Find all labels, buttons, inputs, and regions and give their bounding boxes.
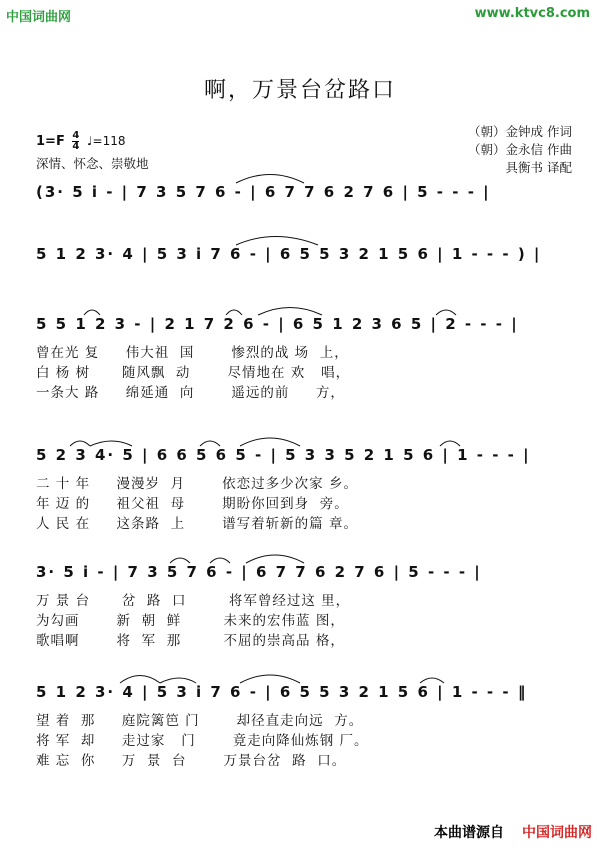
lyric-line: 难 忘 你 万 景 台 万景台岔 路 口。	[36, 753, 347, 769]
footer-source	[434, 822, 592, 842]
slur	[436, 310, 456, 315]
slur	[210, 558, 230, 563]
slur	[240, 675, 300, 683]
notes-line: 5 1 2 3· 4 | 5 3 i 7 6 - | 6 5 5 3 2 1 5 6 | 1 - - - ) |	[36, 245, 542, 263]
lyric-line: 将 军 却 走过家 门 竟走向降仙炼钢 厂。	[36, 733, 369, 749]
lyric-line: 望 着 那 庭院篱笆 门 却径直走向远 方。	[36, 713, 364, 729]
watermark-left: 中国词曲网	[6, 10, 72, 25]
notes-line: 5 5 1 2 3 - | 2 1 7 2 6 - | 6 5 1 2 3 6 5 | 2 - - - |	[36, 315, 519, 333]
slur	[258, 308, 322, 316]
notes-line: 5 1 2 3· 4 | 5 3 i 7 6 - | 6 5 5 3 2 1 5 6 | 1 - - - ‖	[36, 683, 528, 701]
slur	[90, 441, 132, 446]
song-title: 啊，万景台岔路口	[203, 78, 396, 103]
credit-composer: （朝）金永信 作曲	[468, 142, 572, 157]
lyric-line: 一条大 路 绵延通 向 遥远的前 方，	[36, 385, 345, 401]
lyric-line: 曾在光 复 伟大祖 国 惨烈的战 场 上，	[36, 345, 349, 361]
slur	[70, 441, 90, 446]
slur	[236, 237, 318, 246]
lyric-line: 二 十 年 漫漫岁 月 依恋过多少次家 乡。	[36, 476, 358, 492]
lyric-line: 白 杨 树 随风飘 动 尽情地在 欢 唱，	[36, 365, 351, 381]
key-text: 1=F	[36, 134, 65, 149]
slur	[84, 310, 100, 315]
lyric-line: 人 民 在 这条路 上 谱写着斩新的篇 章。	[36, 516, 358, 532]
watermark-right: www.ktvc8.com	[474, 6, 590, 21]
slur	[246, 555, 304, 563]
slur	[226, 310, 242, 315]
slur	[200, 441, 220, 446]
time-bottom: 4	[72, 141, 80, 152]
tempo-marking: ♩=118	[86, 134, 126, 148]
lyric-line: 歌唱啊 将 军 那 不屈的崇高品 格，	[36, 633, 345, 649]
slur	[120, 676, 160, 684]
slur	[420, 678, 444, 683]
footer-site-name[interactable]: 中国词曲网	[522, 825, 592, 841]
slur	[440, 441, 460, 446]
lyric-line: 万 景 台 岔 路 口 将军曾经过这 里，	[36, 593, 351, 609]
notes-line: (3· 5 i - | 7 3 5 7 6 - | 6 7 7 6 2 7 6 | 5 - - - |	[36, 183, 491, 201]
credit-lyricist: （朝）金钟成 作词	[468, 124, 572, 139]
notes-line: 5 2 3 4· 5 | 6 6 5 6 5 - | 5 3 3 5 2 1 5 6 | 1 - - - |	[36, 446, 531, 464]
slur	[160, 678, 196, 683]
notes-line: 3· 5 i - | 7 3 5 7 6 - | 6 7 7 6 2 7 6 | 5 - - - |	[36, 563, 482, 581]
slur	[240, 438, 300, 446]
time-top: 4	[72, 130, 80, 141]
lyric-line: 年 迈 的 祖父祖 母 期盼你回到身 旁。	[36, 496, 349, 512]
slur	[236, 175, 304, 184]
credit-arranger: 具衡书 译配	[505, 160, 572, 175]
footer-source-label: 本曲谱源自	[434, 825, 504, 841]
expression-marking: 深情、怀念、崇敬地	[36, 156, 149, 171]
lyric-line: 为勾画 新 朝 鲜 未来的宏伟蓝 图，	[36, 613, 345, 629]
slur	[170, 558, 190, 563]
